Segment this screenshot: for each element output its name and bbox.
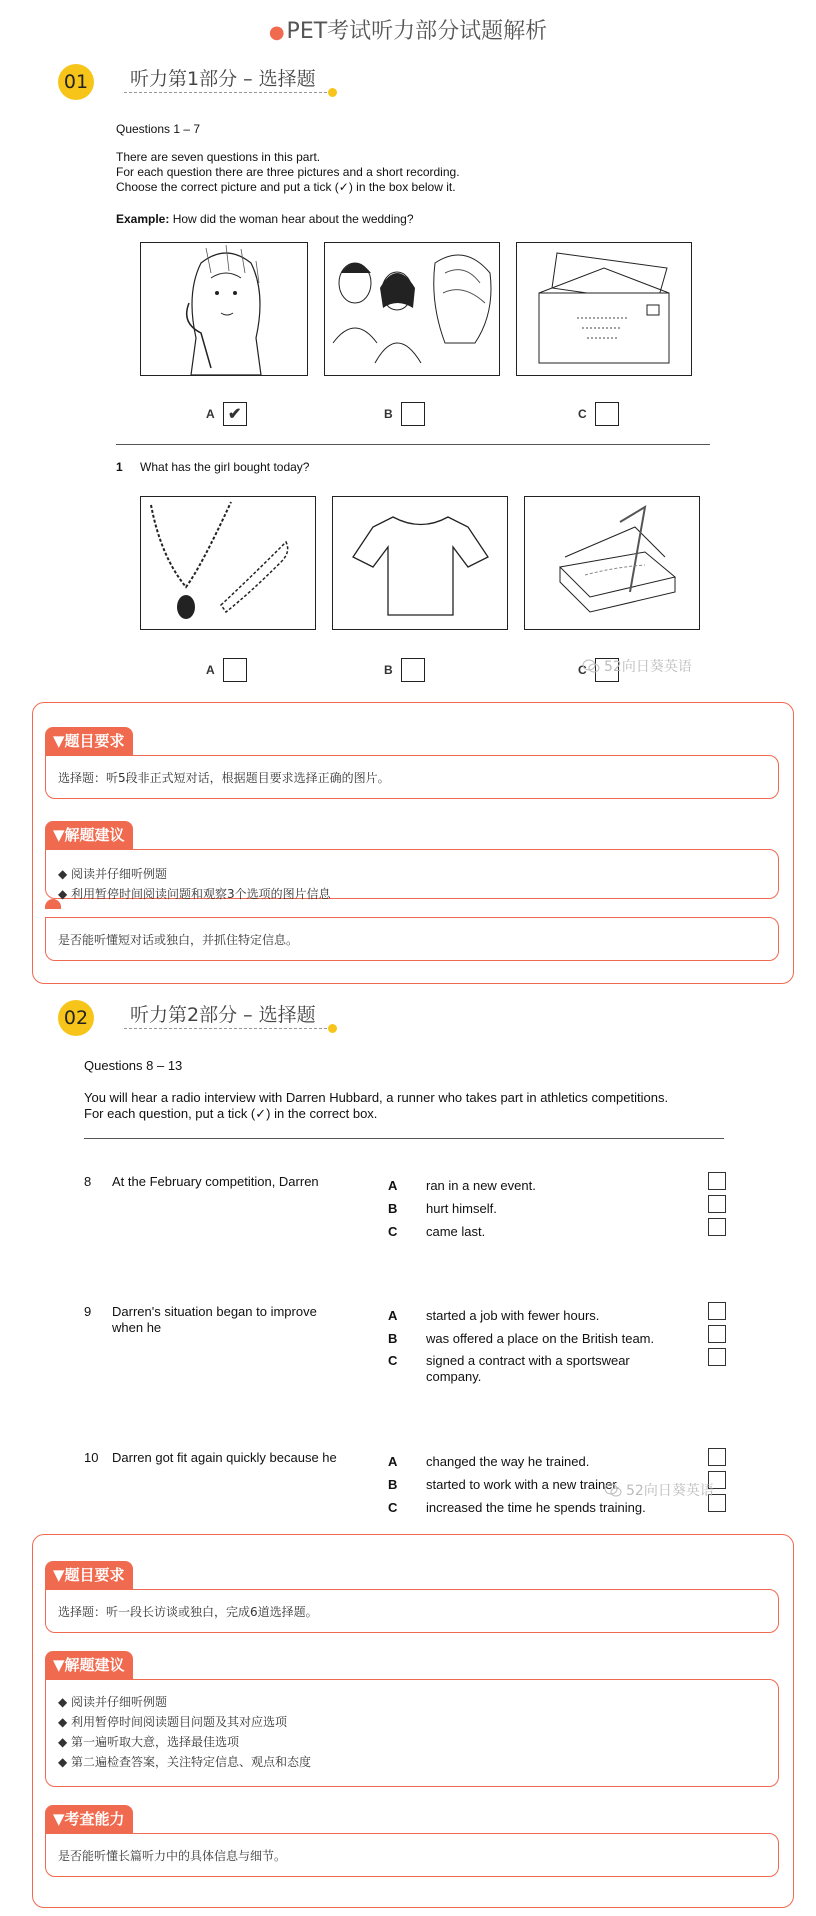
- example-option-a: A ✔: [206, 402, 247, 426]
- tag-tips: ▼解题建议: [45, 1651, 133, 1679]
- yellow-dot-icon: [328, 1024, 337, 1033]
- requirements-box: 选择题：听5段非正式短对话，根据题目要求选择正确的图片。: [45, 755, 779, 799]
- tag-ability-clipped: [45, 899, 61, 909]
- section-title: 听力第1部分 – 选择题: [130, 68, 316, 90]
- questions-label: Questions 1 – 7: [116, 122, 201, 136]
- example-question: Example: How did the woman hear about the wedding?: [116, 212, 414, 226]
- section-number-badge: 01: [58, 64, 94, 100]
- checkbox[interactable]: [708, 1348, 726, 1366]
- picture-gift-box: [524, 496, 700, 630]
- checkbox[interactable]: [401, 402, 425, 426]
- gift-box-icon: [525, 497, 699, 629]
- checkbox[interactable]: [401, 658, 425, 682]
- questions-label: Questions 8 – 13: [84, 1058, 183, 1073]
- divider: [116, 444, 710, 445]
- q9-options: A started a job with fewer hours. B was offered a place on the British team. C signed a contract with a sportswear company.: [388, 1308, 655, 1384]
- woman-phone-icon: [141, 243, 307, 375]
- checkbox[interactable]: [708, 1302, 726, 1320]
- question-9: 9 Darren's situation began to improve when he: [84, 1304, 317, 1335]
- checkbox[interactable]: [708, 1218, 726, 1236]
- bullet-dot-icon: ●: [268, 22, 285, 43]
- question-8: 8 At the February competition, Darren: [84, 1174, 319, 1189]
- tag-ability: ▼考查能力: [45, 1805, 133, 1833]
- yellow-dot-icon: [328, 88, 337, 97]
- page-title: ●PET考试听力部分试题解析: [268, 19, 548, 44]
- q1-option-a: A: [206, 658, 247, 682]
- q10-options: A changed the way he trained. B started to work with a new trainer. C increased the time he spends training.: [388, 1454, 646, 1515]
- section-number-badge: 02: [58, 1000, 94, 1036]
- q1-option-c: C: [578, 658, 619, 682]
- picture-necklace-bracelet: [140, 496, 316, 630]
- section-2-info-card: [32, 1534, 794, 1908]
- question-10: 10 Darren got fit again quickly because he: [84, 1450, 337, 1465]
- necklace-icon: [141, 497, 315, 629]
- section-title: 听力第2部分 – 选择题: [130, 1004, 316, 1026]
- picture-t-shirt: [332, 496, 508, 630]
- checkbox[interactable]: [223, 658, 247, 682]
- example-option-c: C: [578, 402, 619, 426]
- q1-option-b: B: [384, 658, 425, 682]
- divider: [84, 1138, 724, 1139]
- dashed-underline: [124, 1028, 332, 1029]
- exam-intro: You will hear a radio interview with Darren Hubbard, a runner who takes part in athletics competitions. For each question, put a tick (✓) in the correct box.: [84, 1090, 669, 1121]
- q8-options: A ran in a new event. B hurt himself. C came last.: [388, 1178, 536, 1239]
- watermark: 52向日葵英语: [582, 656, 692, 676]
- requirements-box: 选择题：听一段长访谈或独白，完成6道选择题。: [45, 1589, 779, 1633]
- checkbox[interactable]: [595, 402, 619, 426]
- picture-envelope-invitation: [516, 242, 692, 376]
- ability-box: 是否能听懂长篇听力中的具体信息与细节。: [45, 1833, 779, 1877]
- checkbox[interactable]: [708, 1325, 726, 1343]
- wechat-icon: [604, 1483, 622, 1497]
- question-1: 1 What has the girl bought today?: [116, 460, 310, 474]
- tag-requirements: ▼题目要求: [45, 727, 133, 755]
- envelope-icon: [517, 243, 691, 375]
- tag-tips: ▼解题建议: [45, 821, 133, 849]
- example-option-b: B: [384, 402, 425, 426]
- people-icon: [325, 243, 499, 375]
- t-shirt-icon: [333, 497, 507, 629]
- wechat-icon: [582, 659, 600, 673]
- dashed-underline: [124, 92, 332, 93]
- exam-intro: There are seven questions in this part. For each question there are three pictures and a short recording. Choose the correct picture and put a tick (✓) in the box below it.: [116, 150, 460, 194]
- picture-three-people: [324, 242, 500, 376]
- picture-woman-on-phone: [140, 242, 308, 376]
- tips-box: ◆ 阅读并仔细听例题 ◆ 利用暂停时间阅读问题和观察3个选项的图片信息: [45, 849, 779, 899]
- checkbox[interactable]: [708, 1172, 726, 1190]
- section-1-info-card: [32, 702, 794, 984]
- ability-box: 是否能听懂短对话或独白，并抓住特定信息。: [45, 917, 779, 961]
- watermark: 52向日葵英语: [604, 1480, 714, 1500]
- checkbox[interactable]: [708, 1195, 726, 1213]
- tag-requirements: ▼题目要求: [45, 1561, 133, 1589]
- tips-box: ◆ 阅读并仔细听例题 ◆ 利用暂停时间阅读题目问题及其对应选项 ◆ 第一遍听取大意，选择最佳选项 ◆ 第二遍检查答案，关注特定信息、观点和态度: [45, 1679, 779, 1787]
- tick-checkbox[interactable]: ✔: [223, 402, 247, 426]
- checkbox[interactable]: [708, 1448, 726, 1466]
